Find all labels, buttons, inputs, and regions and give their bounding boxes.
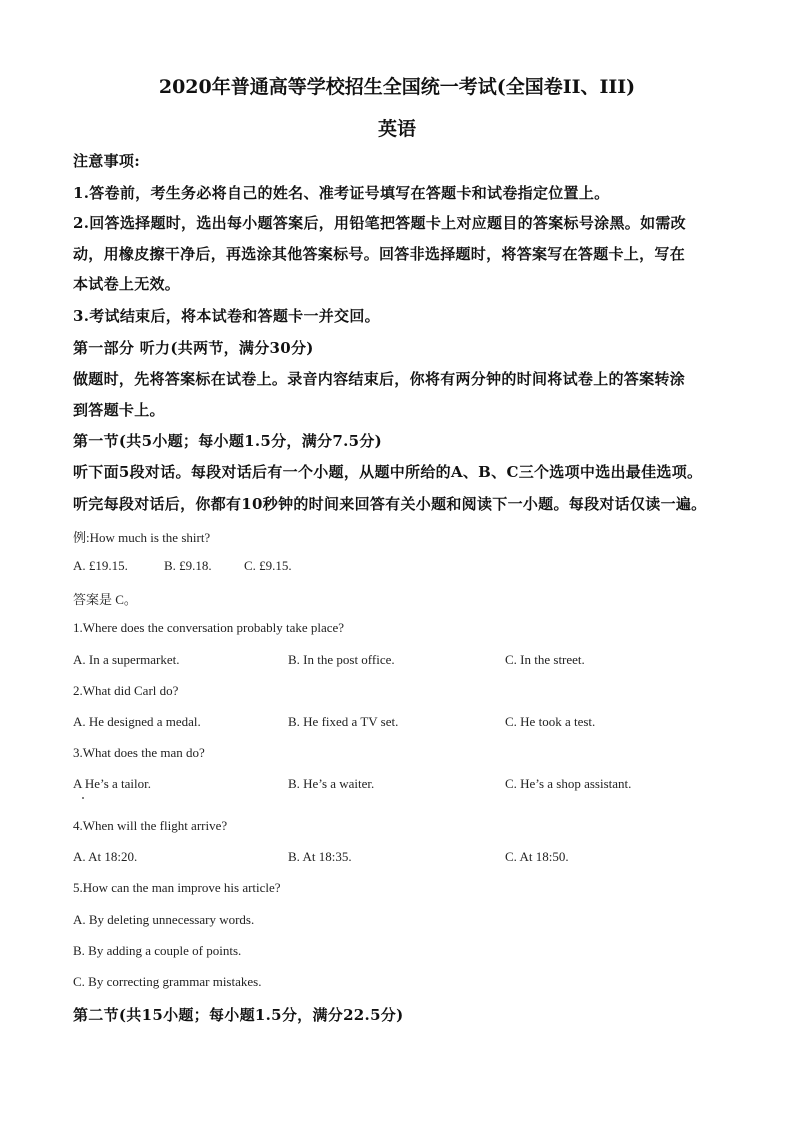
question-5-option-c: C. By correcting grammar mistakes.: [73, 974, 262, 989]
notes-item-1: 1.答卷前，考生务必将自己的姓名、准考证号填写在答题卡和试卷指定位置上。: [73, 184, 610, 202]
section1-heading: 第一节(共5小题；每小题1.5分，满分7.5分): [73, 432, 383, 450]
question-3: 3.What does the man do?: [73, 745, 205, 760]
question-3-option-c: C. He’s a shop assistant.: [505, 776, 632, 791]
question-3-option-b: B. He’s a waiter.: [288, 776, 375, 791]
part1-intro-line-1: 做题时，先将答案标在试卷上。录音内容结束后，你将有两分钟的时间将试卷上的答案转涂: [73, 370, 686, 388]
question-1: 1.Where does the conversation probably take place?: [73, 620, 345, 635]
example-option-b: B. £9.18.: [164, 558, 212, 573]
stray-mark: [82, 797, 84, 799]
exam-title: 2020年普通高等学校招生全国统一考试(全国卷II、III): [158, 76, 636, 98]
part1-intro-line-2: 到答题卡上。: [73, 401, 165, 419]
subject-title: 英语: [377, 118, 416, 140]
question-5-option-a: A. By deleting unnecessary words.: [73, 912, 255, 927]
question-2-option-c: C. He took a test.: [505, 714, 596, 729]
part1-heading: 第一部分 听力(共两节，满分30分): [73, 339, 314, 357]
question-2-option-b: B. He fixed a TV set.: [288, 714, 399, 729]
example-option-a: A. £19.15.: [73, 558, 128, 573]
question-4-option-b: B. At 18:35.: [288, 849, 352, 864]
question-4-option-a: A. At 18:20.: [73, 849, 138, 864]
notes-heading: 注意事项:: [73, 152, 141, 170]
question-1-option-c: C. In the street.: [505, 652, 585, 667]
question-1-option-b: B. In the post office.: [288, 652, 395, 667]
question-1-option-a: A. In a supermarket.: [73, 652, 180, 667]
notes-item-3: 3.考试结束后，将本试卷和答题卡一并交回。: [73, 307, 380, 325]
question-2: 2.What did Carl do?: [73, 683, 179, 698]
question-5-option-b: B. By adding a couple of points.: [73, 943, 242, 958]
question-4-option-c: C. At 18:50.: [505, 849, 569, 864]
example-answer: 答案是 C。: [73, 592, 137, 607]
notes-item-2-line-2: 动，用橡皮擦干净后，再选涂其他答案标号。回答非选择题时，将答案写在答题卡上，写在: [73, 245, 686, 263]
example-option-c: C. £9.15.: [244, 558, 292, 573]
notes-item-2-line-1: 2.回答选择题时，选出每小题答案后，用铅笔把答题卡上对应题目的答案标号涂黑。如需改: [73, 214, 686, 232]
question-3-option-a: A He’s a tailor.: [73, 776, 151, 791]
notes-item-2-line-3: 本试卷上无效。: [73, 275, 181, 293]
question-2-option-a: A. He designed a medal.: [73, 714, 201, 729]
example-question: 例:How much is the shirt?: [73, 530, 211, 545]
question-5: 5.How can the man improve his article?: [73, 880, 281, 895]
section1-instruction-line-1: 听下面5段对话。每段对话后有一个小题，从题中所给的A、B、C三个选项中选出最佳选项。: [73, 463, 703, 481]
section2-heading: 第二节(共15小题；每小题1.5分，满分22.5分): [73, 1006, 404, 1024]
question-4: 4.When will the flight arrive?: [73, 818, 228, 833]
section1-instruction-line-2: 听完每段对话后，你都有10秒钟的时间来回答有关小题和阅读下一小题。每段对话仅读一遍。: [73, 495, 707, 513]
